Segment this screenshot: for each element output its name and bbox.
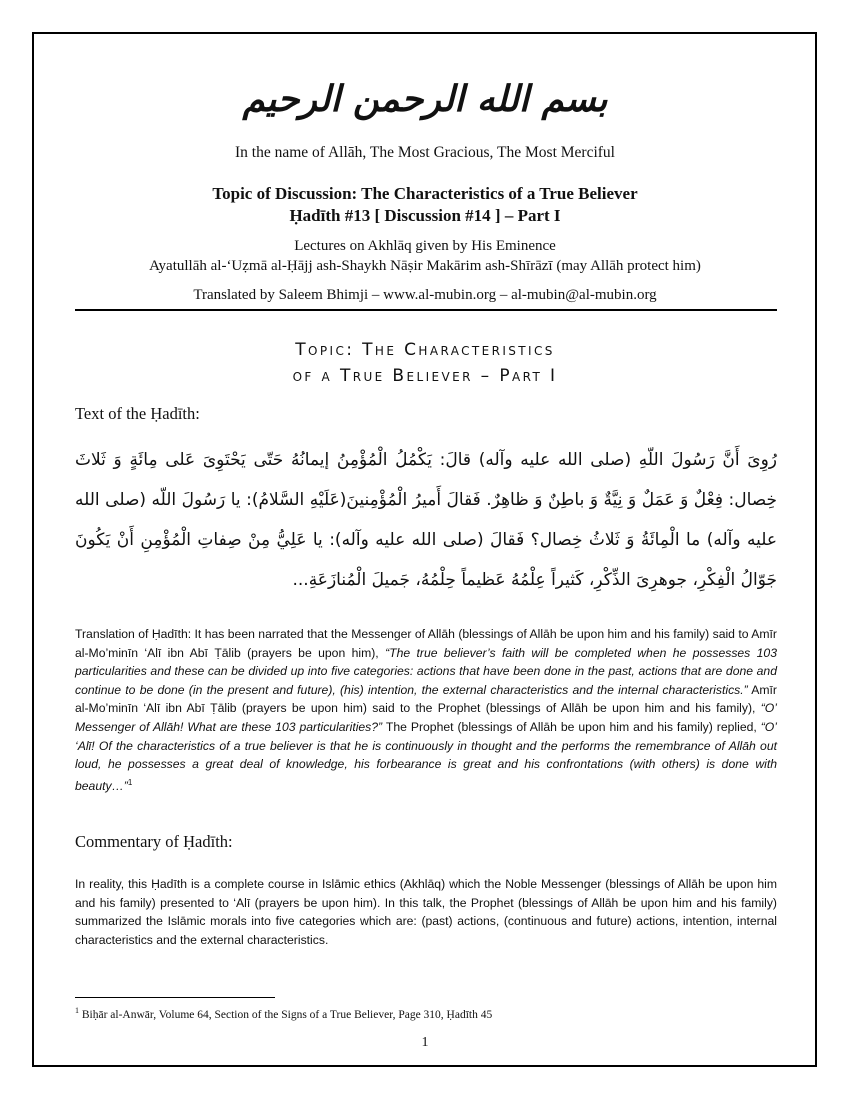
translation-quote-c: “O’ ‘Alī! Of the characteristics of a true believer is that he is continuously in thought and the performs the remembrance of Allāh out loud, he possesses a great deal of knowledge, his forbearance is great and his confrontations (with others) is done with beauty…”: [75, 719, 777, 793]
title-line-1: Topic: The Characteristics: [295, 340, 555, 360]
footnote-text: Biḥār al-Anwār, Volume 64, Section of the Signs of a True Believer, Page 310, Ḥadīth 45: [79, 1008, 493, 1021]
commentary-paragraph: In reality, this Ḥadīth is a complete course in Islāmic ethics (Akhlāq) which the Noble Messenger (blessings of Allāh be upon him and his family) presented to ‘Alī (prayers be upon him). In this talk, the Prophet (blessings of Allāh be upon him and his family) summarized the Islāmic morals into five categories which are: (past) actions, (continuous and future) actions, intention, internal characteristics and the external characteristics.: [75, 877, 777, 947]
footnote-number: 1: [75, 1006, 79, 1015]
bismillah-calligraphy: بسم الله الرحمن الرحيم: [242, 78, 608, 120]
scholar-line: Ayatullāh al-‘Uẓmā al-Ḥājj ash-Shaykh Nāṣir Makārim ash-Shīrāzī (may Allāh protect him): [149, 258, 701, 274]
arabic-hadith-text: رُوِىَ أَنَّ رَسُولَ اللّهِ (صلى الله عليه وآله) قالَ: يَكْمُلُ الْمُؤْمِنُ إيمانُهُ حَتّى يَحْتَوِىَ عَلى مِائَةٍ وَ ثَلاثَ خِصال: فِعْلٌ وَ عَمَلٌ وَ نِيَّةٌ وَ باطِنٌ وَ ظاهِرٌ. فَقالَ أَميرُ الْمُؤْمِنينَ(عَلَيْهِ السَّلامُ): يا رَسُولَ اللّه (صلى الله عليه وآله) ما الْمِائَةُ وَ ثَلاثُ خِصال؟ فَقالَ (صلى الله عليه وآله): يا عَلِيُّ مِنْ صِفاتِ الْمُؤْمِنِ أَنْ يَكُونَ جَوّالُ الْفِكْرِ، جوهرِىَ الذِّكْرِ، كَثيراً عِلْمُهُ عَظيماً حِلْمُهُ، جَميلَ الْمُنازَعَةِ...: [75, 450, 777, 590]
translation-quote-a: “The true believer’s faith will be completed when he possesses 103 particularities and these can be divided up into five categories: actions that have been done in the past, actions that are done and continue to be done (in the present and future), (his) intention, the external characteristics and the internal characteristics.”: [75, 645, 777, 697]
lectures-line: Lectures on Akhlāq given by His Eminence: [294, 238, 556, 254]
text-section-label: Text of the Ḥadīth:: [75, 404, 200, 423]
translation-text-b: Amīr al-Mo’minīn ‘Alī ibn Abī Ṭālib (prayers be upon him) said to the Prophet (blessings of Allāh be upon him and his family),: [75, 682, 777, 716]
translation-paragraph: [75, 625, 777, 795]
footnote-divider: [75, 997, 275, 998]
translation-quote-b: “O’ Messenger of Allāh! What are these 103 particularities?”: [75, 701, 777, 734]
topic-heading: Topic of Discussion: The Characteristics of a True Believer: [212, 184, 638, 203]
header-divider: [75, 309, 777, 311]
title-line-2: of a True Believer – Part I: [292, 366, 558, 386]
hadith-heading: Ḥadīth #13 [ Discussion #14 ] – Part I: [289, 206, 561, 225]
page-number: 1: [421, 1035, 429, 1050]
translation-text-c: The Prophet (blessings of Allāh be upon him and his family) replied,: [382, 719, 761, 734]
invocation-line: In the name of Allāh, The Most Gracious, The Most Merciful: [235, 144, 615, 161]
commentary-section-label: Commentary of Ḥadīth:: [75, 832, 233, 851]
translation-lead: Translation of Ḥadīth:: [75, 627, 192, 641]
translator-line: Translated by Saleem Bhimji – www.al-mubin.org – al-mubin@al-mubin.org: [193, 287, 657, 303]
footnote: [75, 1006, 492, 1021]
translation-text-a: It has been narrated that the Messenger of Allāh (blessings of Allāh be upon him and his family) said to Amīr al-Mo’minīn ‘Alī ibn Abī Ṭālib (prayers be upon him),: [75, 627, 777, 660]
footnote-reference[interactable]: 1: [127, 777, 133, 787]
